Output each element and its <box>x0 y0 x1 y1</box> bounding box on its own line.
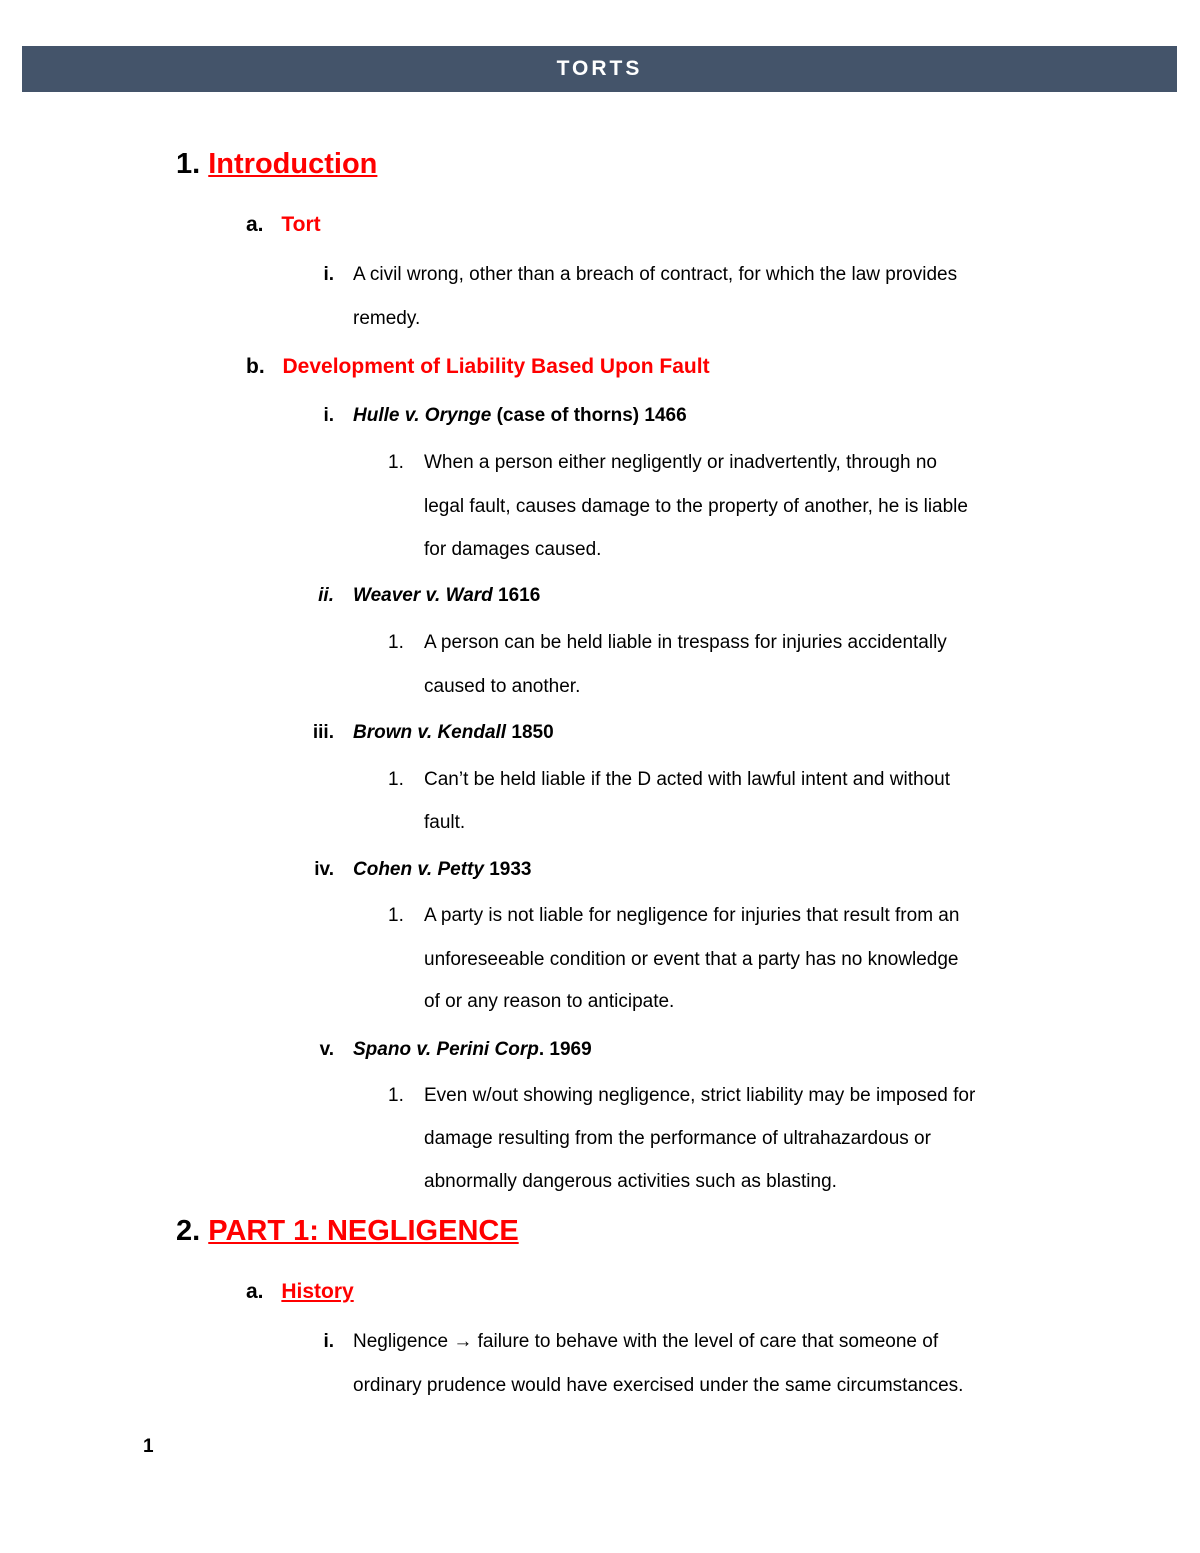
subsection-title: History <box>281 1280 354 1303</box>
subsection-title: Development of Liability Based Upon Fault <box>282 355 710 378</box>
section-title: PART 1: NEGLIGENCE <box>208 1215 519 1247</box>
subsection-letter: b. <box>246 355 265 378</box>
case-point-text: damage resulting from the performance of ultrahazardous or <box>424 1128 931 1149</box>
case-citation <box>353 406 687 425</box>
case-name: Cohen v. Petty <box>353 859 484 880</box>
case-point-text: unforeseeable condition or event that a party has no knowledge <box>424 949 959 970</box>
arrow-icon: → <box>453 1331 473 1352</box>
page-number: 1 <box>143 1436 154 1457</box>
section-title: Introduction <box>208 148 378 180</box>
case-year: 1616 <box>492 585 541 606</box>
case-year: (case of thorns) 1466 <box>491 405 687 426</box>
case-citation <box>353 723 554 742</box>
section-heading-negligence <box>176 1217 519 1246</box>
case-point-text: When a person either negligently or inadvertently, through no <box>424 452 937 473</box>
case-point-text: Can’t be held liable if the D acted with lawful intent and without <box>424 769 950 790</box>
list-marker-number: 1. <box>388 905 404 926</box>
case-year: 1933 <box>483 859 532 880</box>
section-number: 1. <box>176 148 201 180</box>
list-item-text <box>353 1332 938 1351</box>
case-name: Spano v. Perini Corp <box>353 1039 539 1060</box>
case-point-text: of or any reason to anticipate. <box>424 991 675 1012</box>
list-marker-number: 1. <box>388 632 404 653</box>
subsection-heading-history <box>246 1281 354 1302</box>
case-citation <box>353 860 531 879</box>
subsection-letter: a. <box>246 1280 264 1303</box>
section-number: 2. <box>176 1215 201 1247</box>
case-year: 1850 <box>506 722 554 743</box>
subsection-title: Tort <box>281 213 321 236</box>
case-point-text: Even w/out showing negligence, strict liability may be imposed for <box>424 1085 976 1106</box>
case-point-text: A party is not liable for negligence for injuries that result from an <box>424 905 960 926</box>
section-heading-introduction <box>176 150 377 179</box>
case-citation <box>353 586 540 605</box>
subsection-heading-tort <box>246 214 321 235</box>
list-marker-roman: iv. <box>314 859 334 880</box>
list-marker-roman: v. <box>319 1039 334 1060</box>
list-item-text: ordinary prudence would have exercised under the same circumstances. <box>353 1375 964 1396</box>
list-item-text: A civil wrong, other than a breach of contract, for which the law provides <box>353 264 958 285</box>
subsection-letter: a. <box>246 213 264 236</box>
case-point-text: A person can be held liable in trespass for injuries accidentally <box>424 632 947 653</box>
list-item-text: remedy. <box>353 308 421 329</box>
case-point-text: legal fault, causes damage to the property of another, he is liable <box>424 496 968 517</box>
subsection-heading-development <box>246 356 710 377</box>
case-point-text: for damages caused. <box>424 539 602 560</box>
list-marker-roman: i. <box>323 405 334 426</box>
case-year: . 1969 <box>538 1039 592 1060</box>
list-marker-roman: iii. <box>312 722 334 743</box>
case-citation <box>353 1040 592 1059</box>
list-marker-roman: i. <box>323 264 334 285</box>
list-marker-number: 1. <box>388 769 404 790</box>
case-point-text: caused to another. <box>424 676 581 697</box>
case-name: Hulle v. Orynge <box>353 405 492 426</box>
list-marker-number: 1. <box>388 1085 404 1106</box>
list-marker-number: 1. <box>388 452 404 473</box>
case-point-text: fault. <box>424 812 466 833</box>
document-header-bar <box>22 46 1177 92</box>
term-lead: Negligence <box>353 1331 454 1352</box>
case-point-text: abnormally dangerous activities such as blasting. <box>424 1171 837 1192</box>
list-marker-roman: i. <box>323 1331 334 1352</box>
case-name: Weaver v. Ward <box>353 585 493 606</box>
definition-text: failure to behave with the level of care that someone of <box>472 1331 939 1352</box>
document-title: TORTS <box>556 57 643 80</box>
list-marker-roman: ii. <box>318 585 334 606</box>
case-name: Brown v. Kendall <box>353 722 507 743</box>
